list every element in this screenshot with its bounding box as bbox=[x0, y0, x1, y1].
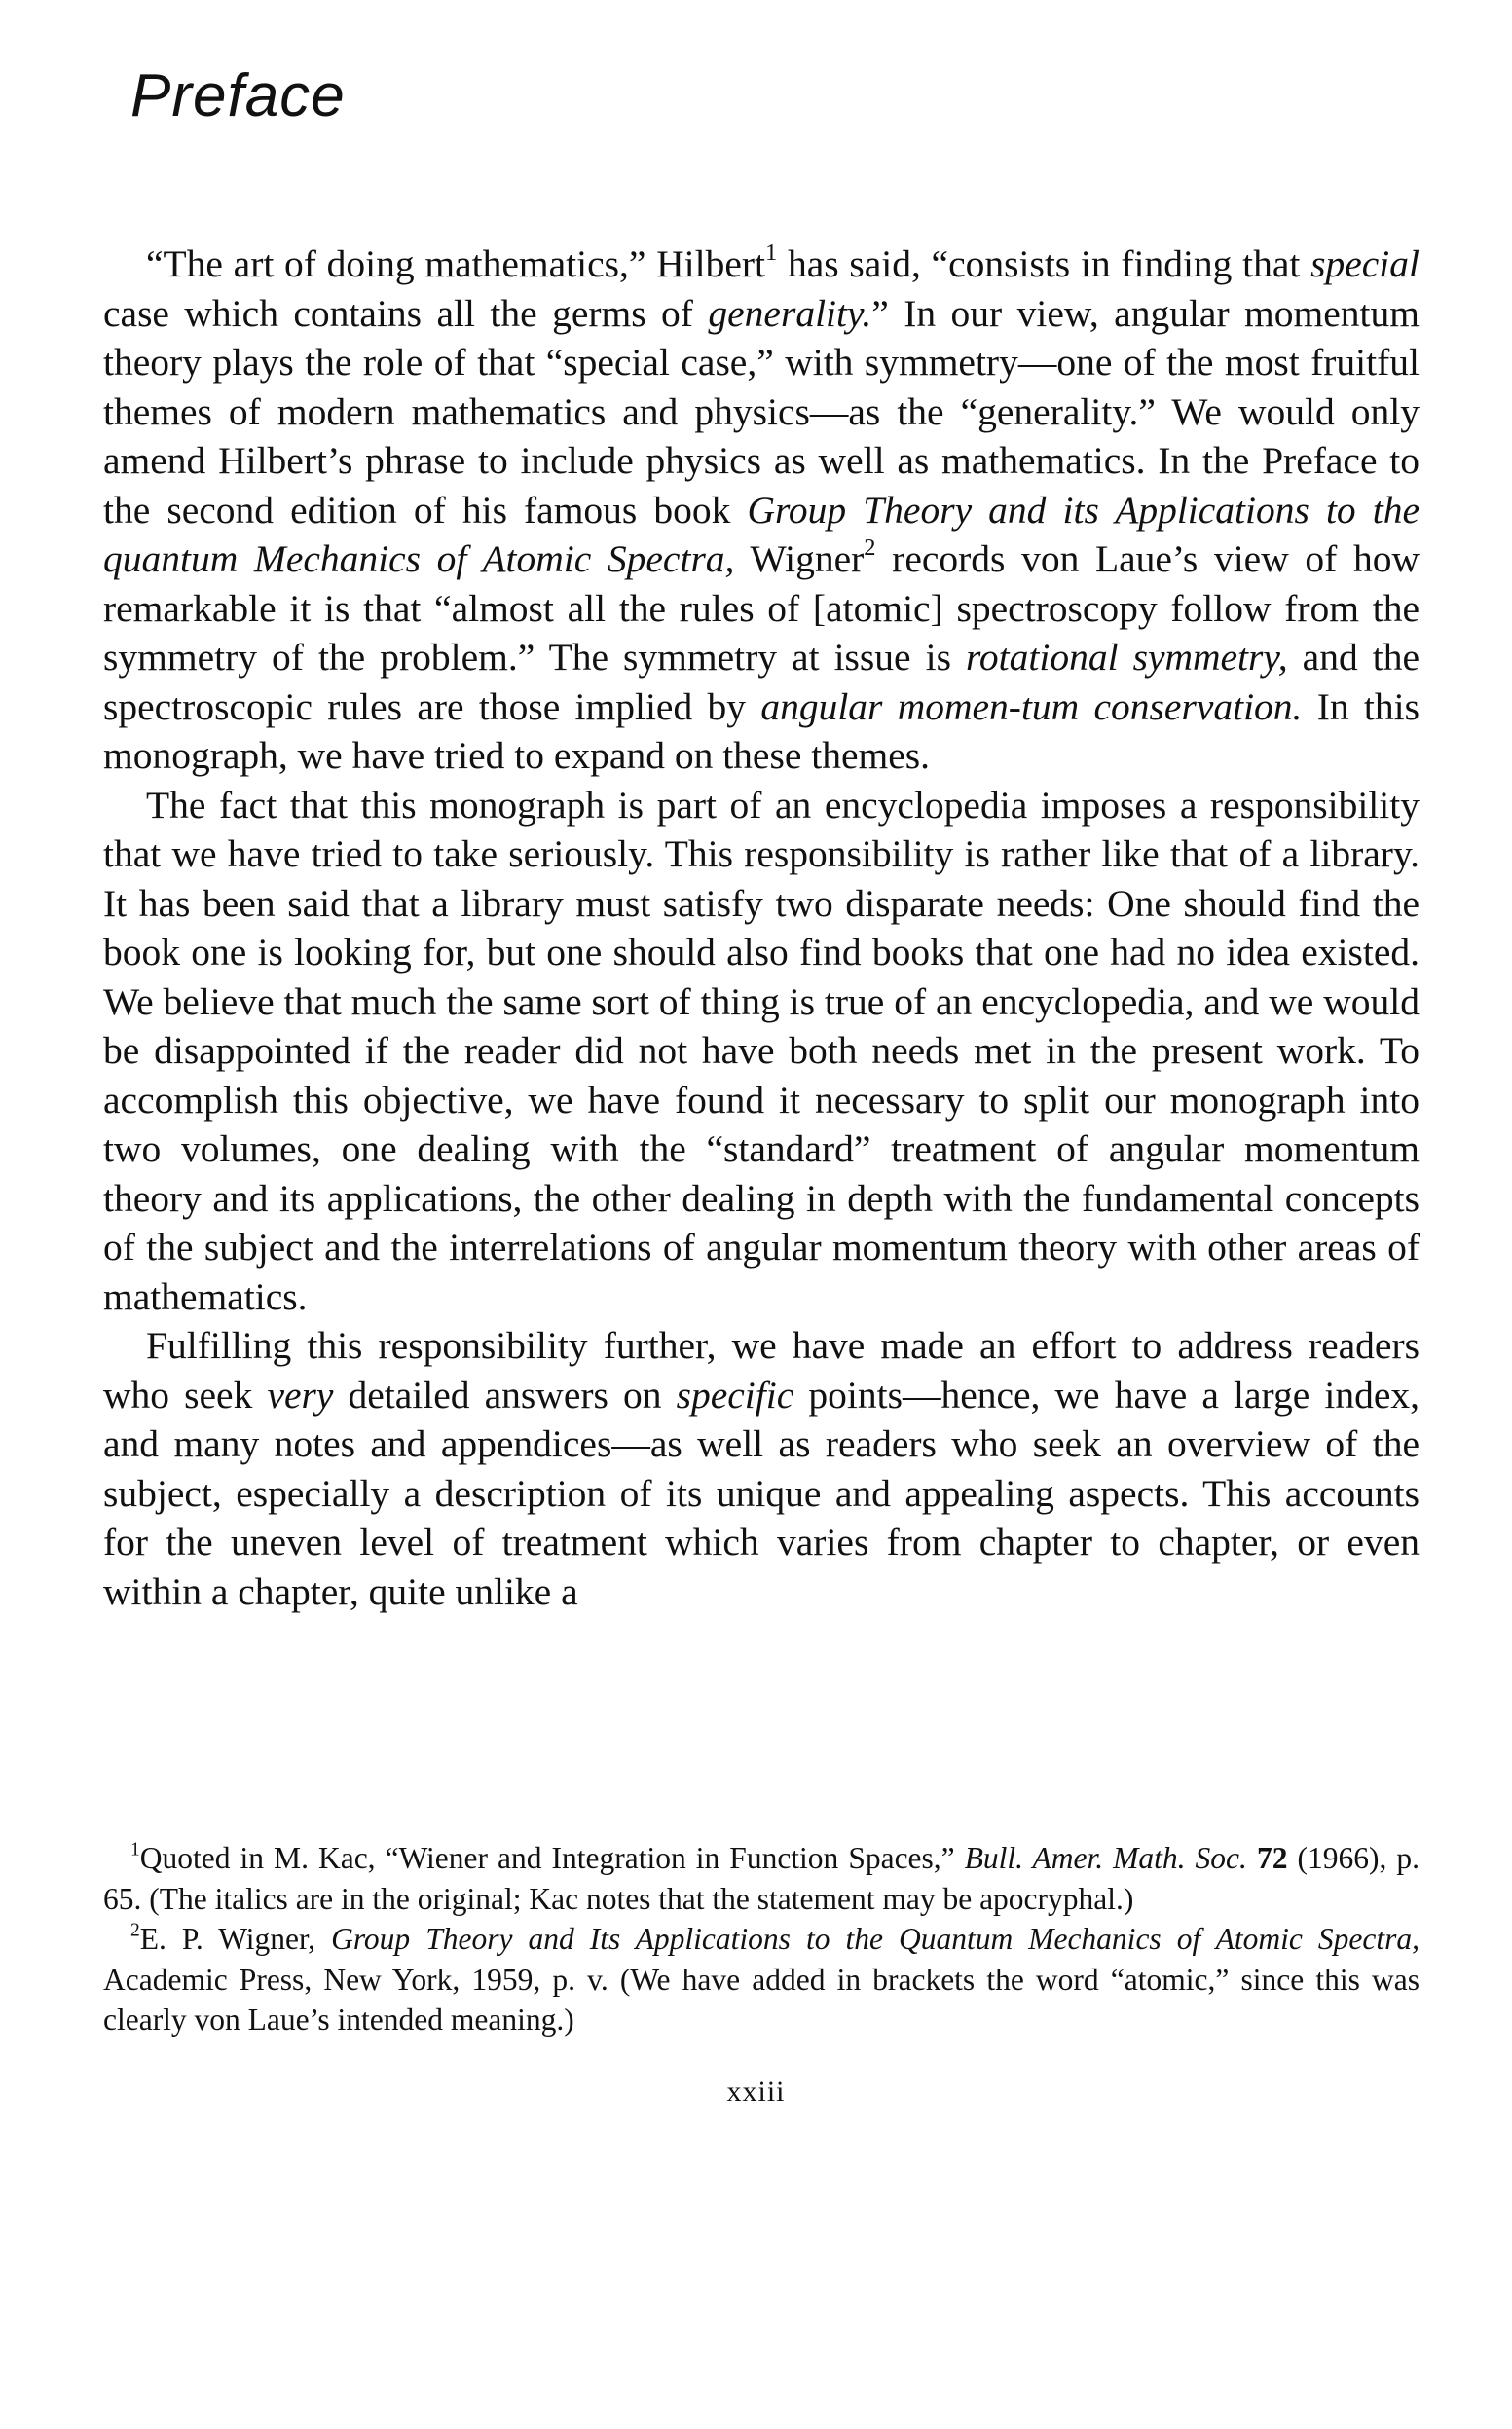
italic-run: very bbox=[267, 1373, 334, 1417]
paragraph-2: The fact that this monograph is part of an encyclopedia imposes a responsibility that we have tried to take seriously. This responsibility is rather like that of a library. It has been said that a library must satisfy two disparate needs: One should find the book one is looking for, but one should also find books that one had no idea existed. We believe that much the same sort of thing is true of an encyclopedia, and we would be disappointed if the reader did not have both needs met in the present work. To accomplish this objective, we have found it necessary to split our monograph into two volumes, one dealing with the “standard” treatment of angular momentum theory and its applications, the other dealing in depth with the fundamental concepts of the subject and the interrelations of angular momentum theory with other areas of mathematics. bbox=[103, 783, 1420, 1318]
italic-run: special bbox=[1310, 242, 1420, 285]
paragraph-3 bbox=[103, 1321, 1420, 1616]
text-run: Fulfilling this responsibility further, we have made an effort to address readers who seek bbox=[103, 1324, 1420, 1417]
text-run: Quoted in M. Kac, “Wiener and Integration in Function Spaces,” bbox=[139, 1841, 965, 1875]
book-title-italic: Group Theory and its Applications to the quantum Mechanics of Atomic Spectra, bbox=[103, 488, 1420, 580]
text-run: (1966), p. 65. (The italics are in the original; Kac notes that the statement may be apocryphal.) bbox=[103, 1841, 1420, 1916]
journal-italic: Bull. Amer. Math. Soc. bbox=[964, 1841, 1247, 1875]
footnote-mark: 2 bbox=[130, 1920, 140, 1941]
volume-bold: 72 bbox=[1246, 1841, 1288, 1875]
paragraph-1 bbox=[103, 239, 1420, 781]
text-run: and the spectroscopic rules are those implied by bbox=[103, 636, 1420, 728]
text-run: “The art of doing mathematics,” Hilbert bbox=[146, 242, 765, 285]
footnote-2 bbox=[103, 1919, 1420, 2041]
italic-run: angular momen-tum conservation. bbox=[760, 684, 1303, 728]
text-run: records von Laue’s view of how remarkable it is that “almost all the rules of [atomic] spectroscopy follow from the symmetry of the problem.” The symmetry at issue is bbox=[103, 537, 1420, 679]
italic-run: rotational symmetry, bbox=[965, 636, 1288, 679]
italic-run: generality. bbox=[708, 291, 872, 335]
text-run: has said, “consists in finding that bbox=[777, 242, 1311, 285]
text-run: points—hence, we have a large index, and many notes and appendices—as well as readers who seek an overview of the subject, especially a description of its unique and appealing aspects. This accounts for the uneven level of treatment which varies from chapter to chapter, or even within a chapter, quite unlike a bbox=[103, 1373, 1420, 1613]
page-number: xxiii bbox=[726, 2076, 786, 2108]
text-run: detailed answers on bbox=[333, 1373, 677, 1417]
footnote-ref-1: 1 bbox=[764, 239, 778, 266]
text-run: Academic Press, New York, 1959, p. v. (We have added in brackets the word “atomic,” since this was clearly von Laue’s intended meaning.) bbox=[103, 1962, 1420, 2037]
footnote-ref-2: 2 bbox=[864, 534, 876, 561]
book-title-italic: Group Theory and Its Applications to the Quantum Mechanics of Atomic Spectra, bbox=[331, 1922, 1420, 1956]
text-run: E. P. Wigner, bbox=[139, 1922, 332, 1956]
italic-run: specific bbox=[676, 1373, 794, 1417]
text-run: case which contains all the germs of bbox=[103, 291, 709, 335]
body-text bbox=[103, 239, 1420, 1616]
footnote-mark: 1 bbox=[130, 1839, 140, 1860]
text-run: In this monograph, we have tried to expand on these themes. bbox=[103, 684, 1420, 777]
footnote-1 bbox=[103, 1838, 1420, 1919]
footnotes bbox=[103, 1838, 1420, 2041]
page-title: Preface bbox=[130, 62, 346, 129]
text-run: ” In our view, angular momentum theory plays the role of that “special case,” with symmetry—one of the most fruitful themes of modern mathematics and physics—as the “generality.” We would only amend Hilbert’s phrase to include physics as well as mathematics. In the Preface to the second edition of his famous book bbox=[103, 291, 1420, 532]
text-run: Wigner bbox=[734, 537, 865, 580]
